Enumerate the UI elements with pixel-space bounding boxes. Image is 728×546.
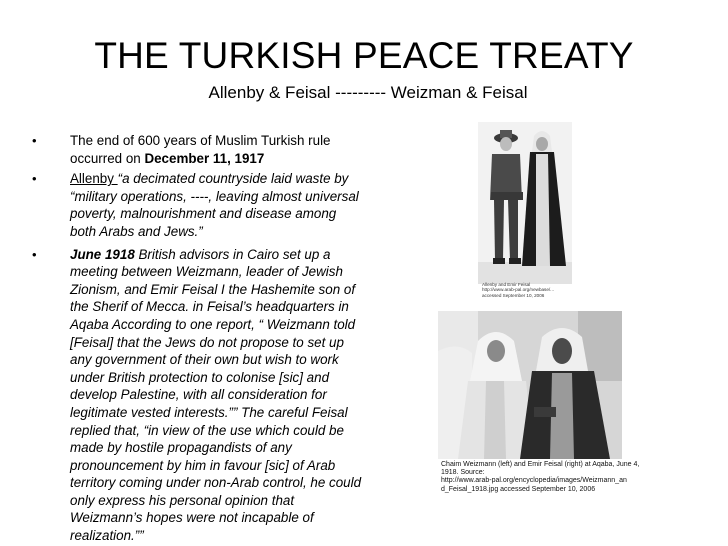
- bullet-item-1: [32, 132, 362, 167]
- bullet-2-quote: “a decimated countryside laid waste by “military operations, ----, leaving almost universal poverty, malnourishment and disease among both Arabs and Jews.”: [70, 171, 359, 239]
- bullet-3-date: June 1918: [70, 246, 135, 262]
- allenby-feisal-photo: [478, 122, 572, 284]
- bullet-3-text: British advisors in Cairo set up a meeting between Weizmann, leader of Jewish Zionism, and Emir Feisal I the Hashemite son of the Sherif of Mecca. in Feisal’s headquarters in Aqaba According to one report, “ Weizmann told [Feisal] that the Jews do not propose to set up any government of their own but wish to work under British protection to colonise [sic] and develop Palestine, with all consideration for legitimate vested interests.”” The careful Feisal replied that, “in view of the use which could be made by hostile propagandists of any pronouncement by him in favour [sic] of Arab territory coming under non-Arab control, he could only express his personal opinion that Weizmann’s hopes were not incapable of realization.””: [70, 246, 362, 544]
- weizmann-feisal-photo: [438, 311, 622, 459]
- bullet-marker: •: [32, 133, 37, 148]
- bullet-1-text: The end of 600 years of Muslim Turkish rule occurred on: [70, 133, 331, 166]
- photo-1-caption: Allenby and Emir Feisal http://www.arab-pal.org/newbase/... accessed September 10, 2006: [482, 282, 555, 298]
- bullet-list: [32, 132, 362, 545]
- slide-title: THE TURKISH PEACE TREATY: [94, 35, 634, 76]
- bullet-marker: •: [32, 171, 37, 187]
- slide-subtitle: Allenby & Feisal --------- Weizman & Feisal: [208, 83, 528, 102]
- bullet-item-2: [32, 170, 362, 240]
- bullet-marker: •: [32, 246, 37, 262]
- photo-2-caption: Chaim Weizmann (left) and Emir Feisal (right) at Aqaba, June 4, 1918. Source: http://www.arab-pal.org/encyclopedia/images/Weizmann_an d_Feisal_1918.jpg accessed September 10, 2006: [441, 461, 640, 493]
- bullet-1-date: December 11, 1917: [144, 150, 265, 166]
- bullet-item-3: [32, 246, 362, 545]
- allenby-link[interactable]: Allenby: [70, 171, 118, 187]
